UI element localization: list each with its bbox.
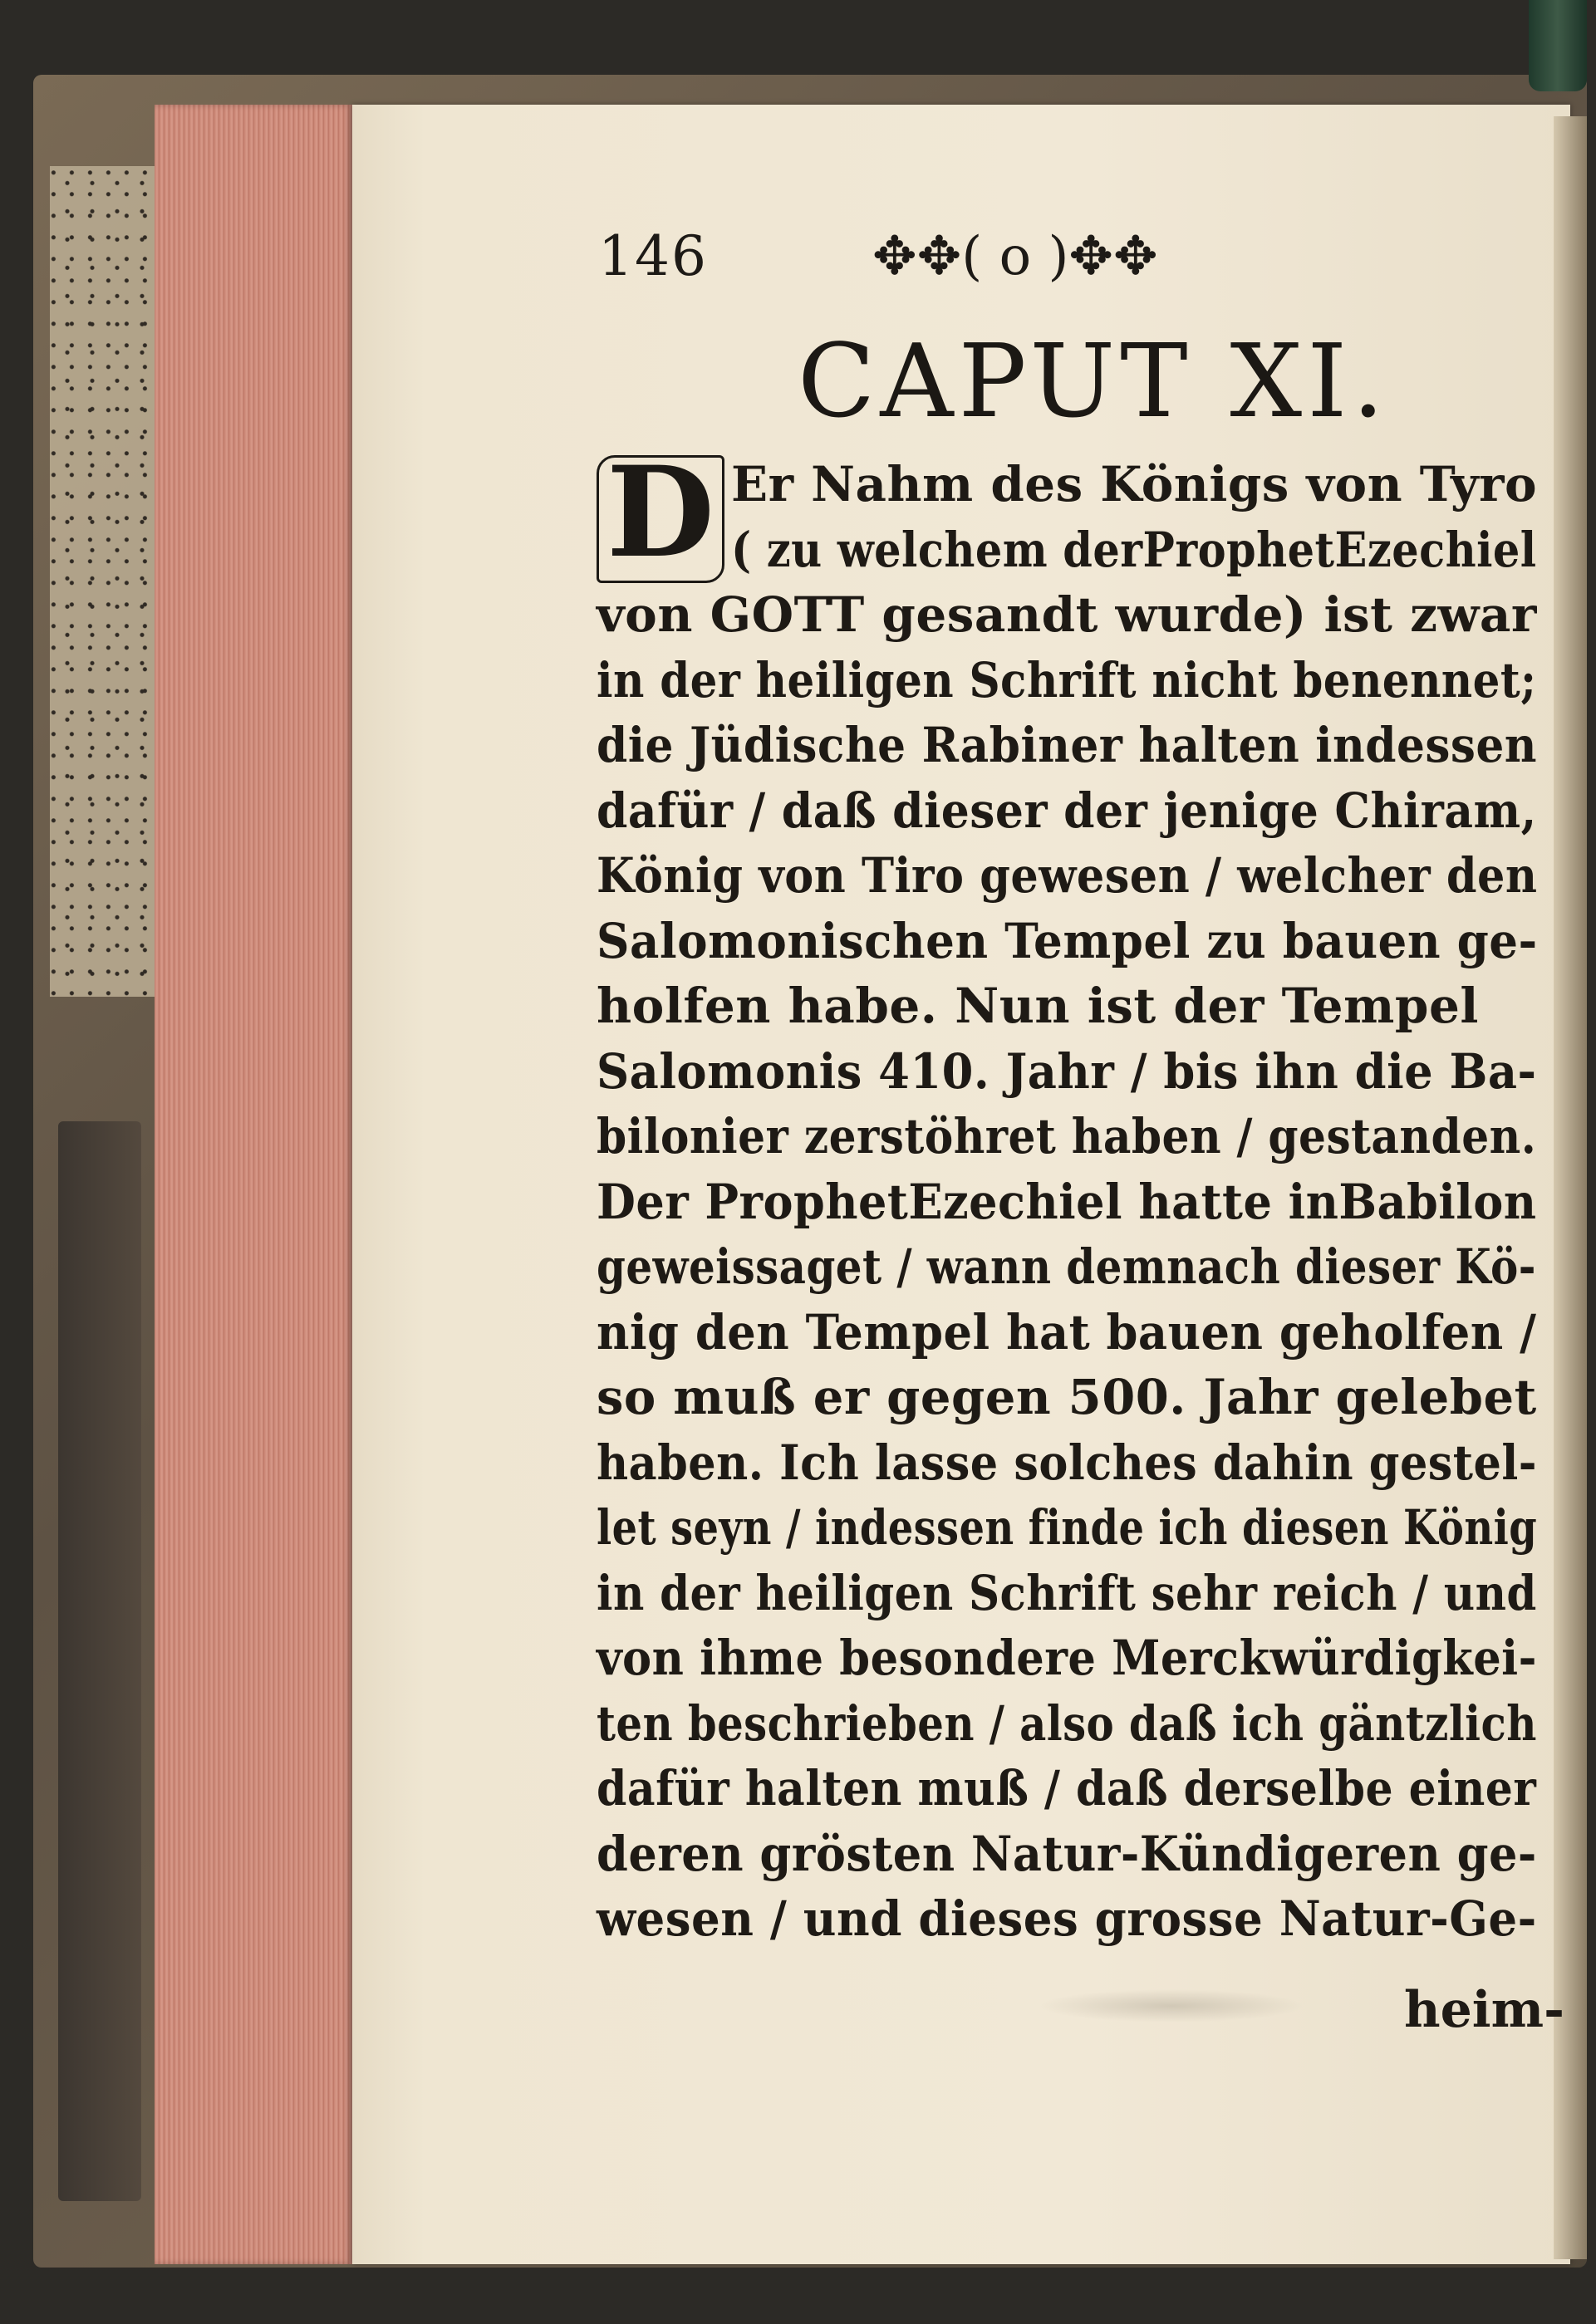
text-line: wesen / und dieses grosse Natur-Ge- [597, 1890, 1537, 1947]
text-line: ( zu welchem derProphetEzechiel [731, 521, 1537, 578]
text-line: von GOTT gesandt wurde) ist zwar [597, 586, 1537, 643]
text-line: haben. Ich lasse solches dahin gestel- [597, 1434, 1537, 1491]
text-line: die Jüdische Rabiner halten indessen [597, 717, 1538, 773]
text-line: let seyn / indessen finde ich diesen König [597, 1499, 1538, 1556]
cover-leather-corner [58, 1121, 141, 2201]
header-ornament: ✥✥( o )✥✥ [872, 226, 1158, 287]
page-number: 146 [598, 224, 708, 288]
text-line: in der heiligen Schrift nicht benennet; [597, 651, 1537, 708]
ink-smudge [1039, 1989, 1304, 2022]
page-gutter-shadow [1554, 116, 1587, 2259]
text-line: ten beschrieben / also daß ich gäntzlich [597, 1694, 1537, 1752]
catchword: heim- [1404, 1981, 1564, 2039]
text-line: nig den Tempel hat bauen geholfen / [597, 1303, 1537, 1361]
text-line: Er Nahm des Königs von Tyro [731, 456, 1538, 512]
text-line: dafür halten muß / daß derselbe einer [597, 1760, 1537, 1817]
drop-cap [597, 439, 724, 586]
text-line: in der heiligen Schrift sehr reich / und [597, 1564, 1537, 1621]
text-line: von ihme besondere Merckwürdigkei- [597, 1630, 1537, 1686]
text-line: geweissaget / wann demnach dieser Kö- [597, 1238, 1536, 1295]
cover-marbling [50, 166, 158, 997]
text-line: König von Tiro gewesen / welcher den [597, 847, 1538, 904]
bookmark-ribbon [1529, 0, 1587, 91]
text-line: deren grösten Natur-Kündigeren ge- [597, 1825, 1537, 1882]
drop-cap-letter: D [606, 439, 715, 586]
text-line: bilonier zerstöhret haben / gestanden. [597, 1108, 1537, 1164]
red-page-edges [155, 105, 352, 2264]
text-line: Salomonischen Tempel zu bauen ge- [597, 912, 1538, 969]
text-line: holfen habe. Nun ist der Tempel [597, 978, 1479, 1034]
text-line: dafür / daß dieser der jenige Chiram, [597, 782, 1537, 839]
running-header [598, 224, 1429, 316]
text-line: Salomonis 410. Jahr / bis ihn die Ba- [597, 1042, 1537, 1100]
text-line: so muß er gegen 500. Jahr gelebet [597, 1369, 1537, 1425]
chapter-title: CAPUT XI. [798, 322, 1390, 440]
text-line: Der ProphetEzechiel hatte inBabilon [597, 1173, 1537, 1230]
